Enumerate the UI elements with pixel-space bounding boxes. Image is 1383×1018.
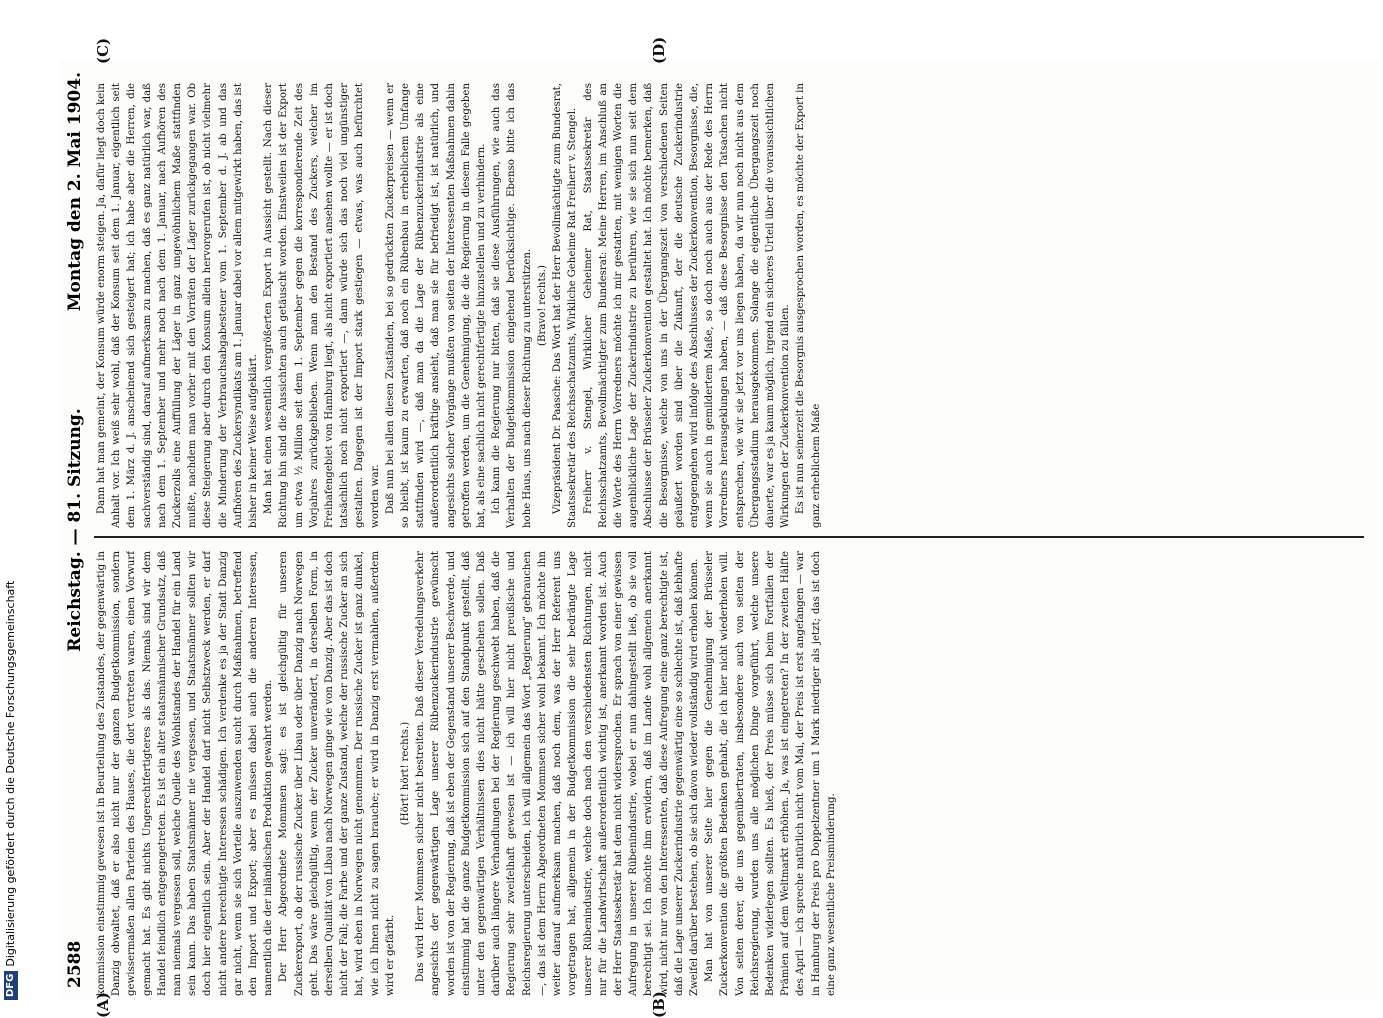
speaker-paragraph: Vizepräsident Dr. Paasche: Das Wort hat der Herr Bevollmächtigte zum Bundesrat, Staatssekretär des Reichsschatzamts, Wirkliche Geheime Rat Freiherr v. Stengel. (552, 83, 579, 528)
document-page (60, 36, 1380, 1018)
paragraph: Ich kann die Regierung nur bitten, daß sie diese Ausführungen, wie auch das Verhalten der Budgetkommission eingehend berücksichtige. Ebenso bitte ich das hohe Haus, uns nach dieser Richtung zu unterstützen. (491, 83, 533, 528)
margin-mark-a: (A) (94, 992, 112, 1018)
left-text-column (94, 551, 1374, 996)
paragraph: Das wird Herr Mommsen sicher nicht bestreiten. Daß dieser Veredelungsverkehr angesichts der gegenwärtigen Lage unserer Rübenzuckerindustrie gewünscht worden ist von der Regierung, daß ist eben der Gegenstand unserer Beschwerde, und einstimmig hat die ganze Budgetkommission sich auf den Standpunkt gestellt, daß unter den gegenwärtigen Verhältnissen dies nicht hätte geschehen sollen. Daß darüber auch längere Verhandlungen bei der Regierung geschwebt haben, daß die Regierung sehr zweifelhaft gewesen ist — ich will hier nicht preußische und Reichsregierung unterscheiden, ich will allgemein das Wort „Regierung“ gebrauchen —, das ist dem Herrn Abgeordneten Mommsen sicher wohl bekannt. Ich möchte ihn weiter darauf aufmerksam machen, daß noch dem, was der Herr Referent uns vorgetragen hat, allgemein in der Budgetkommission die sehr bedrängte Lage unserer Rübenindustrie, welche doch nach den verschiedensten Richtungen, nicht nur für die Landwirtschaft außerordentlich wichtig ist, anerkannt worden ist. Auch der Herr Staatssekretär hat dem nicht widersprochen. Er sprach von einer gewissen Aufregung in unserer Rübenindustrie, wobei er nun dahingestellt ließ, ob sie voll berechtigt sei. Ich möchte ihm erwidern, daß im Lande wohl allgemein anerkannt wird, nicht nur von den Interessenten, daß diese Aufregung eine ganz berechtigte ist, daß die Lage unserer Zuckerindustrie gegenwärtig eine so schlechte ist, daß lebhafte Zweifel darüber bestehen, ob sie sich davon wieder vollständig wird erholen können. (415, 551, 700, 996)
margin-mark-c: (C) (94, 37, 112, 64)
dfg-logo: DFG (4, 971, 18, 1000)
paragraph: Es ist nun seinerzeit die Besorgnis ausgesprochen worden, es möchte der Export in ganz erheblichem Maße (795, 83, 822, 528)
interjection: (Bravo! rechts.) (536, 264, 548, 347)
interjection: (Hört! hört! rechts.) (400, 721, 412, 826)
page-number: 2588 (65, 940, 85, 988)
paragraph: Daß nun bei allen diesen Zuständen, bei so gedrückten Zuckerpreisen — wenn er so bleibt, ist kaum zu erwarten, daß noch ein Rübenbau in erheblichem Umfange stattfinden wird —, daß man da die Lage der Rübenzuckerindustrie als eine außerordentlich kräftige ansieht, daß man sie für befriedigt ist, ist natürlich, und angesichts solcher Vorgänge mußten von seiten der Interessenten Maßnahmen dahin getroffen werden, um die Genehmigung, die die Regierung in diesem Falle gegeben hat, als eine sachlich nicht gerechtfertigte hinzustellen und zu verhindern. (384, 83, 488, 528)
speaker-paragraph: Freiherr v. Stengel, Wirklicher Geheimer Rat, Staatssekretär des Reichsschatzamts, Bevollmächtigter zum Bundesrat: Meine Herren, im Anschluß an die Worte des Herrn Vorredners möchte ich mir gestatten, mit wenigen Worten die augenblickliche Lage der Zuckerindustrie zu berühren, wie sie sich nun seit dem Abschlusse der Brüsseler Zuckerkonvention gestaltet hat. Ich möchte bemerken, daß die Besorgnisse, welche von uns in der Übergangszeit von verschiedenen Seiten geäußert worden sind über die Zukunft, der die deutsche Zuckerindustrie entgegengehen wird infolge des Abschlusses der Zuckerkonvention, Besorgnisse, die, wenn sie auch in gemildertem Maße, so doch noch auch aus der Rede des Herrn Vorredners herausgeklungen haben, — daß diese Besorgnisse den Tatsachen nicht entsprechen, wie wir sie jetzt vor uns liegen haben, da wir nun noch nicht aus dem Übergangsstadium herausgekommen. Solange die eigentliche Übergangszeit noch dauerte, war es ja kaum möglich, irgend ein sicheres Urteil über die voraussichtlichen Wirkungen der Zuckerkonvention zu fällen. (582, 83, 792, 528)
digitization-credit (2, 300, 20, 1000)
running-title: Reichstag. — 81. Sitzung. (65, 408, 85, 652)
margin-mark-d: (D) (650, 36, 668, 64)
paragraph: Man hat von unserer Seite hier gegen die Genehmigung der Brüsseler Zuckerkonvention die größten Bedenken gehabt, die ich hier nicht wiederholen will. Von seiten derer, die uns gegenübertraten, insbesondere auch von seiten der Reichsregierung, wurden uns alle möglichen Dinge vorgeführt, welche unsere Bedenken widerlegen sollten. Es hieß, der Preis müsse sich beim Fortfallen der Prämien auf dem Weltmarkt erhöhen. Ja, was ist eingetreten? In der zweiten Hälfte des April — ich spreche natürlich nicht vom Mai, der Preis ist erst angefangen — war in Hamburg der Preis pro Doppelzentner um 1 Mark niedriger als jetzt; das ist doch eine ganz wesentliche Preisminderung. (704, 551, 837, 996)
paragraph: Man hat einen wesentlich vergrößerten Export in Aussicht gestellt. Nach dieser Richtung hin sind die Aussichten auch getäuscht worden. Einstweilen ist der Export um etwa ½ Million seit dem 1. September gegen die korrespondierende Zeit des Vorjahres zurückgeblieben. Wenn man den Bestand des Zuckers, welcher im Freihafengebiet von Hamburg liegt, als nicht exportiert ansehen wollte — er ist doch tatsächlich noch nicht exportiert —, dann würde sich das noch viel ungünstiger gestalten. Dagegen ist der Import stark gestiegen — etwas, was auch befürchtet worden war. (263, 83, 381, 528)
credit-text: Digitalisierung gefördert durch die Deutsche Forschungsgemeinschaft (4, 580, 17, 967)
paragraph: kommission einstimmig gewesen ist in Beurteilung des Zustandes, der gegenwärtig in Danzig obwaltet, daß er also nicht nur der ganzen Budgetkommission, sondern gewissermaßen allen Parteien des Hauses, die dort vertreten waren, einen Vorwurf gemacht hat. Es gibt nichts Ungerechtfertigteres als das. Niemals sind wir dem Handel feindlich entgegengetreten. Es ist ein alter staatsmännischer Grundsatz, daß man niemals vergessen soll, welche Quelle des Wohlstandes der Handel für ein Land sein kann. Das haben Staatsmänner nie vergessen, und Staatsmänner sollten wir doch hier eigentlich sein. Aber der Handel darf nicht Selbstzweck werden, er darf nicht andere berechtigte Interessen schädigen. Ich verdenke es ja der Stadt Danzig gar nicht, wenn sie sich Vorteile auszuwenden sucht durch Maßnahmen, betreffend den Import und Export; aber es müssen dabei auch die anderen Interessen, namentlich die der inländischen Produktion gewahrt werden. (96, 551, 275, 996)
page-header (60, 60, 90, 1000)
paragraph: Der Herr Abgeordnete Mommsen sagt: es ist gleichgültig für unseren Zuckerexport, ob der russische Zucker über Libau oder über Danzig nach Norwegen geht. Das wäre gleichgültig, wenn der Zucker unverändert, in derselben Form, in derselben Qualität von Libau nach Norwegen ginge wie von Danzig. Aber das ist doch nicht der Fall; die Farbe und der ganze Zustand, welche der russische Zucker an sich hat, wird eben in Norwegen nicht genommen. Der russische Zucker ist ganz dunkel, wie ich Ihnen nicht zu sagen brauche; er wird in Danzig erst vermahlen, außerdem wird er gefärbt. (278, 551, 396, 996)
session-date: Montag den 2. Mai 1904. (65, 72, 85, 312)
paragraph: Dann hat man gemeint, der Konsum würde enorm steigen. Ja, dafür liegt doch kein Anhalt vor. Ich weiß sehr wohl, daß der Konsum seit dem 1. Januar, eigentlich seit dem 1. März d. J. anscheinend sich gesteigert hat; ich habe aber die Herren, die sachverständig sind, darauf aufmerksam zu machen, daß es ganz natürlich war, daß nach dem 1. September und mehr noch nach dem 1. Januar, nach Aufhören des Zuckerzolls eine Auffüllung der Läger in ganz ungewöhnlichem Maße stattfinden mußte, nachdem man vorher mit den Vorräten der Läger zurückgegangen war. Ob diese Steigerung aber durch den Konsum allein hervorgerufen ist, ob nicht vielmehr die Minderung der Verbrauchsabgabesteuer vom 1. September d. J. ab und das Aufhören des Zuckersyndikats am 1. Januar dabei vor allem mitgewirkt haben, das ist bisher in keiner Weise aufgeklärt. (96, 83, 260, 528)
margin-mark-b: (B) (650, 991, 668, 1018)
right-text-column (94, 83, 1374, 528)
column-divider (94, 536, 1364, 538)
